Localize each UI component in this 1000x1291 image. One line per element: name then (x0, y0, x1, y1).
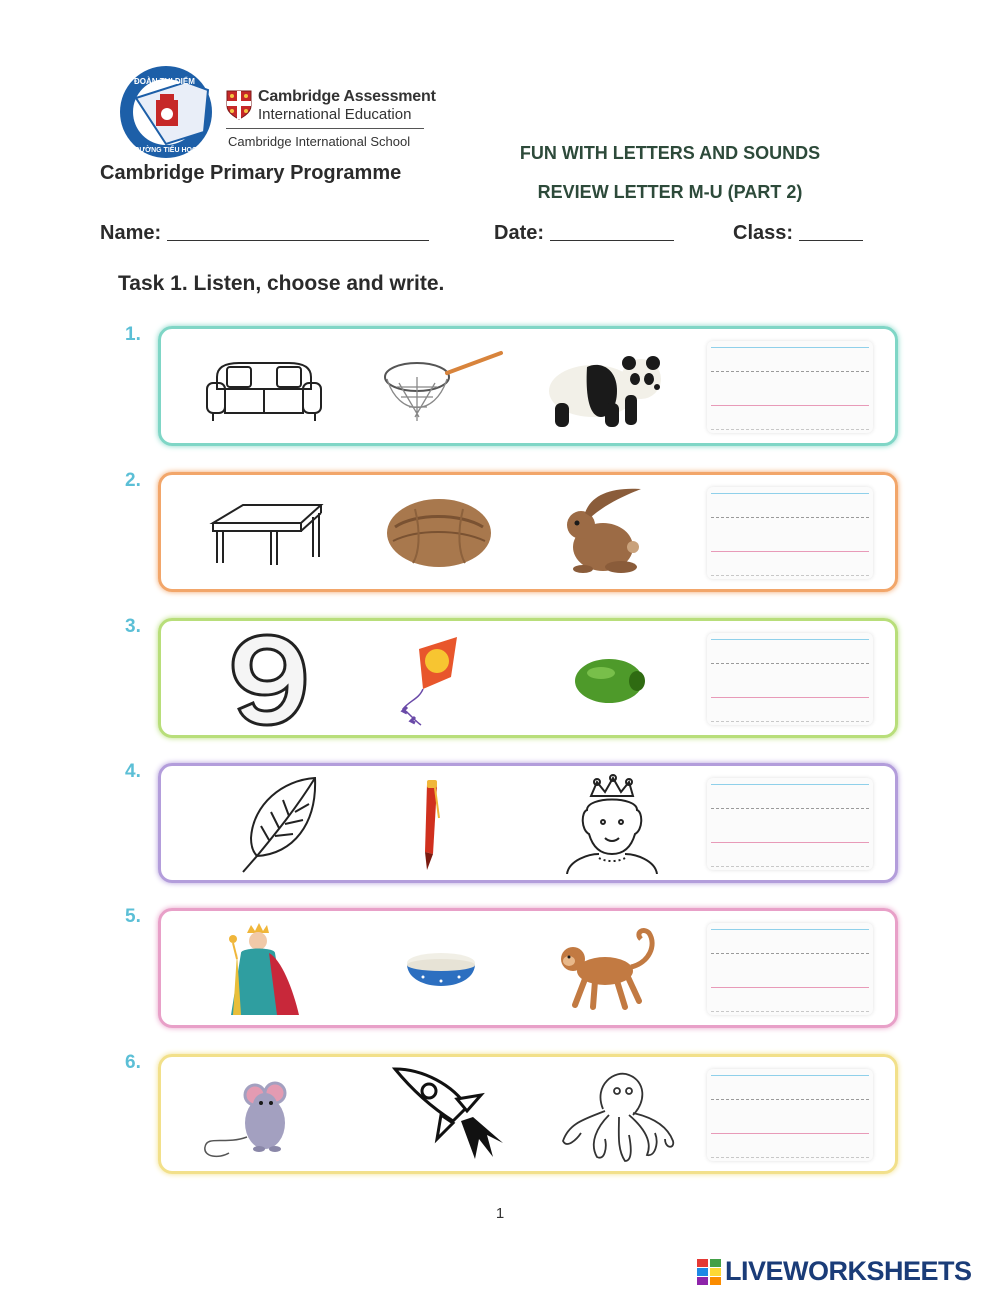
writing-line (711, 1075, 869, 1076)
liveworksheets-squares-icon (697, 1259, 721, 1285)
worksheet-subtitle: REVIEW LETTER M-U (PART 2) (537, 182, 803, 202)
olive-icon (547, 629, 677, 729)
mouse-icon (195, 1065, 325, 1165)
writing-line (711, 784, 869, 785)
writing-line (711, 929, 869, 930)
queen-icon (547, 774, 677, 874)
writing-line (711, 721, 869, 722)
kite-icon (379, 629, 509, 729)
liveworksheets-brand: LIVEWORKSHEETS (725, 1256, 972, 1286)
name-blank[interactable] (167, 220, 429, 241)
writing-line (711, 493, 869, 494)
liveworksheets-logo[interactable] (697, 1256, 972, 1286)
cambridge-divider (226, 128, 424, 129)
exercise-row-1 (158, 326, 898, 446)
school-logo (116, 62, 224, 162)
writing-line (711, 866, 869, 867)
writing-line (711, 953, 869, 954)
writing-line (711, 1133, 869, 1134)
cambridge-assessment-text: Cambridge Assessment (258, 88, 436, 105)
leaf-icon (223, 774, 353, 874)
answer-box[interactable] (707, 633, 873, 725)
panda-icon (539, 337, 669, 437)
svg-text:TRƯỜNG TIỂU HỌC: TRƯỜNG TIỂU HỌC (130, 147, 197, 154)
writing-line (711, 1157, 869, 1158)
date-blank[interactable] (550, 220, 674, 241)
row-number: 2. (125, 470, 141, 491)
date-field (494, 220, 674, 245)
writing-line (711, 1099, 869, 1100)
date-label: Date: (494, 222, 545, 244)
queen-costume-icon (197, 919, 327, 1019)
writing-line (711, 575, 869, 576)
answer-box[interactable] (707, 923, 873, 1015)
svg-text:ĐOÀN THỊ ĐIỂM: ĐOÀN THỊ ĐIỂM (134, 77, 195, 86)
rocket-icon (383, 1065, 513, 1165)
exercise-row-5 (158, 908, 898, 1028)
walnut-icon (375, 483, 505, 583)
pen-icon (365, 774, 495, 874)
writing-line (711, 517, 869, 518)
row-number: 6. (125, 1052, 141, 1073)
writing-line (711, 842, 869, 843)
sofa-icon (199, 337, 329, 437)
name-label: Name: (100, 222, 162, 244)
worksheet-title: FUN WITH LETTERS AND SOUNDS (519, 143, 821, 163)
writing-line (711, 347, 869, 348)
name-field (100, 220, 429, 245)
programme-title: Cambridge Primary Programme (100, 162, 402, 184)
exercise-row-3 (158, 618, 898, 738)
writing-line (711, 808, 869, 809)
monkey-icon (545, 919, 675, 1019)
writing-line (711, 663, 869, 664)
cambridge-school-text: Cambridge International School (228, 134, 411, 149)
international-education-text: International Education (258, 106, 412, 123)
task-title: Task 1. Listen, choose and write. (118, 272, 445, 295)
answer-box[interactable] (707, 487, 873, 579)
octopus-icon (555, 1065, 685, 1165)
writing-line (711, 697, 869, 698)
writing-line (711, 371, 869, 372)
answer-box[interactable] (707, 1069, 873, 1161)
table-icon (203, 483, 333, 583)
answer-box[interactable] (707, 778, 873, 870)
rice-bowl-icon (379, 919, 509, 1019)
answer-box[interactable] (707, 341, 873, 433)
row-number: 3. (125, 616, 141, 637)
row-number: 1. (125, 324, 141, 345)
class-blank[interactable] (799, 220, 863, 241)
class-label: Class: (733, 222, 794, 244)
page-number: 1 (495, 1205, 505, 1222)
row-number: 5. (125, 906, 141, 927)
exercise-row-2 (158, 472, 898, 592)
number-nine-icon (205, 629, 335, 729)
net-icon (379, 337, 509, 437)
writing-line (711, 639, 869, 640)
cambridge-logo (226, 86, 436, 156)
writing-line (711, 429, 869, 430)
exercise-row-4 (158, 763, 898, 883)
writing-line (711, 405, 869, 406)
writing-line (711, 987, 869, 988)
cambridge-shield-icon (226, 90, 252, 120)
writing-line (711, 1011, 869, 1012)
writing-line (711, 551, 869, 552)
class-field (733, 220, 863, 245)
row-number: 4. (125, 761, 141, 782)
rabbit-icon (545, 483, 675, 583)
exercise-row-6 (158, 1054, 898, 1174)
